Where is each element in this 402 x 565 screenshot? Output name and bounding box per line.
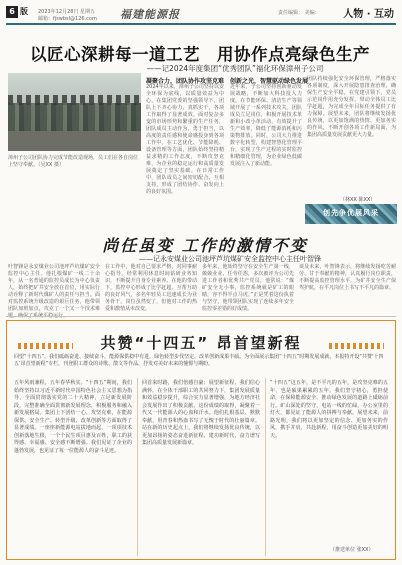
article1-col3-text: 近年来，子公司坚持创新驱动发展战略，不断加大科技投入力度，在节能环保、清洁生产等领域开展了一系列技术攻关。团队成员立足岗位，积极开展技术革新和小改小革活动，有效提升了生产效率，降低了能源消耗和污染物排放。同时，公司大力推进数字化转型，构建智慧化管理平台，实现了生产过程的实时监控和精细化管理，为企业绿色低碳发展注入了新动能。 [230,84,302,167]
editor-credit: 责任编辑： 美编： [278,10,320,16]
photo-caption: 漳州子公司团队协力完成节能改造现场，员工们在各自岗位上坚守奉献。（吴XX 摄） [8,155,139,168]
article3-col3-text: “十四五”这五年，是不平凡的五年，是攻坚克难的五年，也是硕果累累的五年。我们坚守初心，勇担使命，在保障能源安全、推动绿色发展的道路上砥砺前行。矿山深处的坚守，电站一线的忙碌，办公室里的灯火，都见证了能源人的拼搏与奉献。展望未来，前路光明，我们将以更加坚定的信念、更加务实的作风，携手并肩，共赴新程，用奋斗创造更加美好的明天。 [270,380,388,439]
masthead-rule [6,23,396,25]
article2-headline: 尚任虽变 工作的激情不变 [102,236,308,255]
article3-col1-text: 五年风雨兼程，五年春华秋实。“十四五”期间，我们始终坚持以习近平新时代中国特色社会主义思想为指导，全面贯彻落实党的二十大精神，立足新发展阶段，完整准确全面贯彻新发展理念，积极服务和融入新发展格局。集团上下团结一心、攻坚克难，在能源保供、安全生产、转型升级、改革创新等方面取得了显著成绩。一座座新能源电站拔地而起，一项项技术创新落地生根，一个个民生项目惠及百姓，职工的获得感、幸福感、安全感不断增强。我们见证了企业的蓬勃发展，也见证了每一位能源人的奋斗足迹。 [14,380,132,454]
article1-col3-heading: 创新之光，智慧驱动绿色发展 [230,78,309,85]
article3-byline: （推送单位 张XX） [330,547,374,553]
team-photo [8,73,141,151]
article3-intro: 回望“十四五”，我们砥砺奋进、接续奋斗，能源保供稳中有进，绿色转型步伐坚定，改革创新成果丰硕。为全面展示集团“十四五”时期发展成就，本报特开设“共赞‘十四五’昂首望新程”专栏，刊登职工群众的诗歌、散文等作品，抒发对美好未来的憧憬与期盼。 [14,354,384,367]
column-divider-2 [265,378,266,556]
article1-byline: （林XX 陈XX） [340,197,376,203]
article1-col2-heading: 凝聚合力，团队协作攻坚克难 [146,78,225,85]
article2-subtitle: ——记永安煤业公司池坪芦坑煤矿安全监控中心主任叶智锋 [139,255,321,263]
page-tag: 版 [20,7,28,16]
article1-subtitle: ——记2024年度集团“优秀团队”福化环保漳州子公司 [146,64,324,73]
photo-ground [8,131,141,151]
article1-col4-text: 团队持续强化安全环保管理，严格落实各项制度，深入开展隐患排查治理，确保生产安全平稳。在党建引领下，党员示范岗作用充分发挥，带动全体员工比学赶超，为完成全年目标任务提供了有力保障。展望未来，团队将继续发扬优良传统，以更加饱满的热情、更加务实的作风，不断开创各项工作新局面，为集团高质量发展贡献更大力量。 [307,76,396,138]
article3-col2-text: 回首来时路，我们倍感自豪；展望新征程，我们信心满怀。在全体干部职工的共同努力下，集团发展质量和效益稳步提升，综合实力显著增强，为地方经济社会发展作出了积极贡献。这份成绩的取得，凝聚着一代又一代能源人的心血和汗水。他们扎根基层、默默奉献，用青春和热血书写了无愧于时代的壮丽篇章。站在新的历史起点上，我们将继续发扬优良传统，以更加昂扬的姿态奋进新征程、建功新时代，奋力谱写集团高质量发展新篇章。 [142,380,260,446]
article1-headline: 以匠心深耕每一道工艺 用协作点亮绿色生产 [30,45,370,64]
dots-right-ornament [329,343,384,349]
article2-col1-text: 叶智锋是永安煤业公司池坪芦坑煤矿安全监控中心主任。他扎根煤矿一线二十余年，从一名普通的监控员成长为中心负责人，始终把矿井安全放在首位，用实际行动诠释了新时代煤矿人的责任与担当。面对监控系统升级改造的艰巨任务，他带领团队加班加点，攻克了一个又一个技术难 [8,264,100,312]
section-title: 人物 · 互动 [343,9,394,20]
masthead [0,0,402,30]
page-number: 6 [6,6,18,18]
banner-label: 创先争优展风采 [323,209,379,217]
column-banner [305,204,397,224]
column-divider-1 [137,378,138,556]
paper-name: 福建能源报 [120,8,180,21]
issue-date: 2023年12月28日 星期五 [38,9,96,15]
article2-col3-text: 多年来，他始终坚守在安全生产第一线，兢兢业业、任劳任怨，多次被评为公司先进工作者和优秀共产党员。他常说：“煤矿安全无小事，监控系统就是矿工的眼睛，容不得半点马虎。”正是凭着这份执着与坚守，他带领团队实现了连续多年安全监控零差错的好成绩。 [202,264,294,312]
article1-col2-text: 2024年以来，漳州子公司坚持以安全环保为底线，以质量效益为中心，在集团党委的坚强领导下，团队上下齐心协力，真抓实干，各项工作取得了显著成效。面对复杂多变的市场形势和繁重的生产任务，团队成员主动作为，勇于担当，以高度的责任感和使命感投身到各项工作中。在工艺优化、节能降耗、设备管理等方面，团队始终坚持精益求精的工作态度，不断攻坚克难，为企业的稳定运行和高质量发展奠定了坚实基础。在日常工作中，团队成员之间密切配合、互相支持，形成了团结协作、奋发向上的良好氛围。 [146,84,224,195]
photo-people-row [8,103,141,131]
article3-headline: 共赞“十四五” 昂首望新程 [100,334,302,352]
article2-col4-text: 谈及未来，叶智锋表示，将继续发扬吃苦耐劳、甘于奉献的精神，认真履行岗位职责，不断提高监控管理水平，为矿井安全生产保驾护航，在平凡岗位上书写不平凡的篇章。 [299,264,396,291]
article2-col2-text: 在工作中，他对自己要求严格，对同事耐心指导，经常利用休息时间钻研业务知识，不断提升自身专业素养。在他的带动下，监控中心形成了比学赶超、互帮互助的良好风气，多名年轻员工迅速成长为业务骨干。岗位虽然变了，但他对工作的热爱和激情从未改变。 [105,264,197,312]
dots-left-ornament [18,343,73,349]
contact-email: 邮箱：fjswbsl@126.com [38,16,97,22]
section-divider [6,316,396,317]
